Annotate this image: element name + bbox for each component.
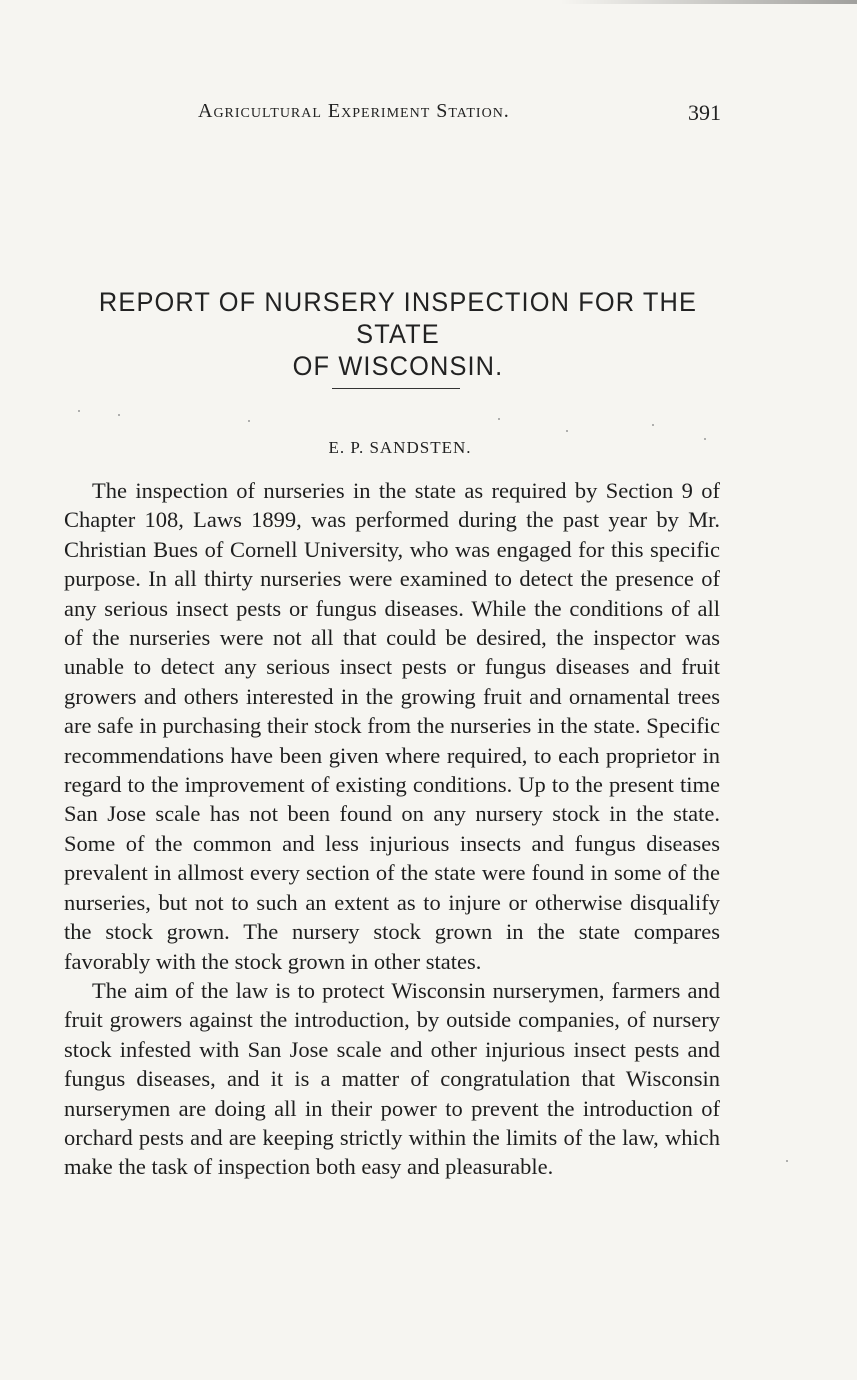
scan-speck <box>652 424 654 426</box>
paragraph-2: The aim of the law is to protect Wisconsin nurserymen, farmers and fruit growers against the introduction, by outside companies, of nursery stock infested with San Jose scale and other injurious insect pests and fungus diseases, and it is a matter of congratulation that Wisconsin nurserymen are doing all in their power to prevent the introduction of orchard pests and are keeping strictly within the limits of the law, which make the task of inspection both easy and pleasurable. <box>64 977 720 1180</box>
scan-speck <box>248 420 250 422</box>
article-title-line-2: OF WISCONSIN. <box>292 351 504 381</box>
title-divider <box>332 388 460 389</box>
page-edge-shadow <box>560 0 857 4</box>
article-title <box>88 286 708 382</box>
scan-speck <box>118 414 120 416</box>
scan-speck <box>786 1160 788 1162</box>
article-title-line-1: REPORT OF NURSERY INSPECTION FOR THE STATE <box>98 287 698 349</box>
scan-speck <box>78 410 80 412</box>
paragraph-1: The inspection of nurseries in the state as required by Section 9 of Chapter 108, Laws 1899, was performed during the past year by Mr. Christian Bues of Cornell University, who was engaged for this specific purpose. In all thirty nurseries were examined to detect the presence of any serious insect pests or fungus diseases. While the conditions of all of the nurseries were not all that could be desired, the inspector was unable to detect any serious insect pests or fungus diseases and fruit growers and others interested in the growing fruit and ornamental trees are safe in purchasing their stock from the nurseries in the state. Specific recommendations have been given where required, to each proprietor in regard to the improvement of existing conditions. Up to the present time San Jose scale has not been found on any nursery stock in the state. Some of the common and less injurious insects and fungus diseases prevalent in allmost every section of the state were found in some of the nurseries, but not to such an extent as to injure or otherwise disqualify the stock grown. The nursery stock grown in the state compares favorably with the stock grown in other states. <box>64 478 720 974</box>
page-number: 391 <box>688 100 721 125</box>
scan-speck <box>566 430 568 432</box>
article-body <box>64 476 720 1182</box>
scan-speck <box>704 438 706 440</box>
scan-speck <box>498 418 500 420</box>
author-byline: E. P. SANDSTEN. <box>328 438 472 457</box>
running-header: Agricultural Experiment Station. <box>198 100 510 122</box>
